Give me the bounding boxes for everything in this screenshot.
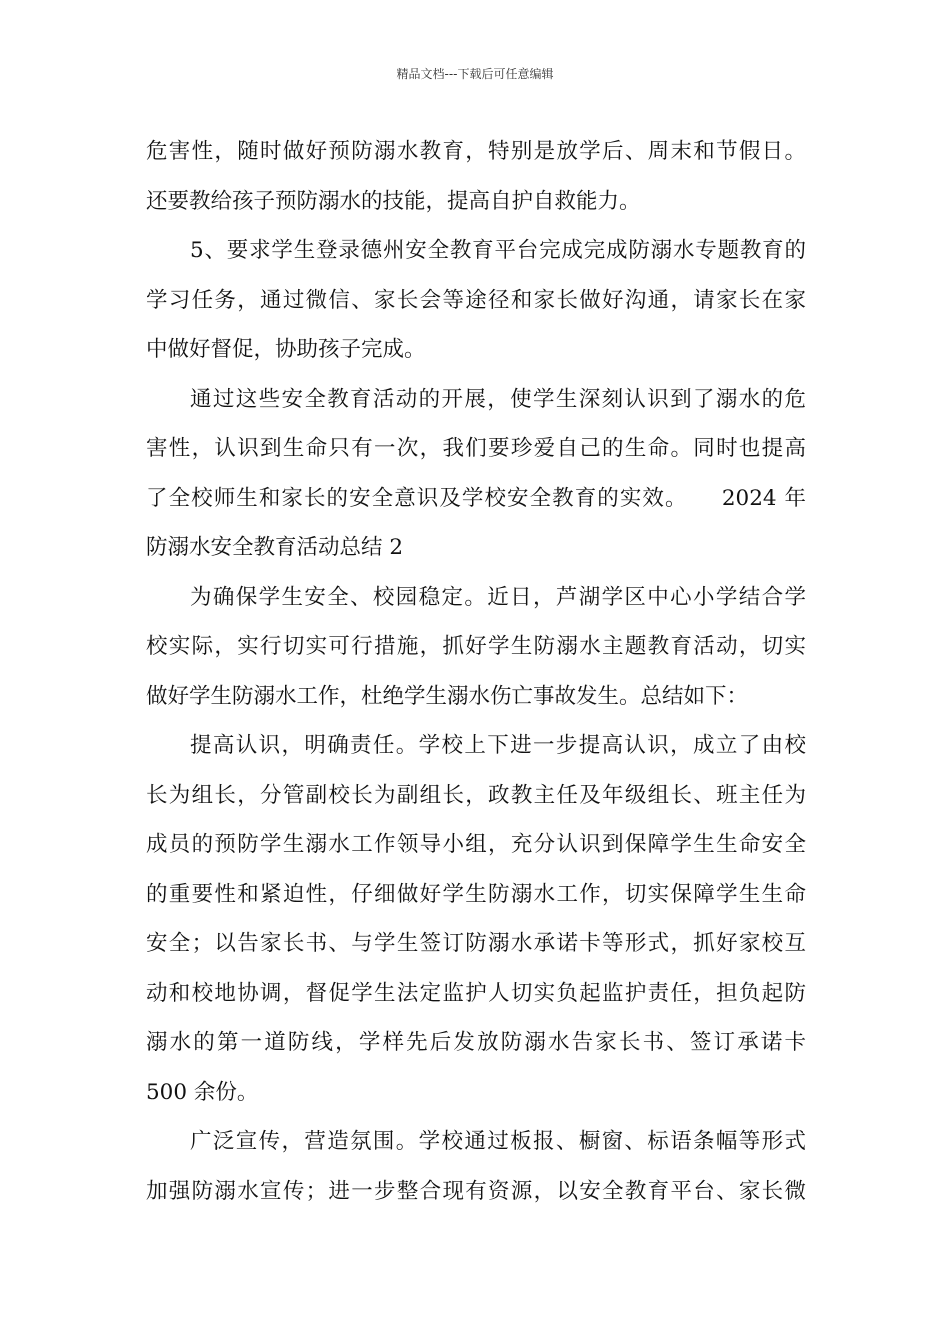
page-header: 精品文档---下载后可任意编辑 <box>396 67 554 81</box>
text-line: 做好学生防溺水工作，杜绝学生溺水伤亡事故发生。总结如下： <box>146 683 749 709</box>
text-line: 了全校师生和家长的安全意识及学校安全教育的实效。 2024 年 <box>146 485 806 511</box>
text-line: 5、要求学生登录德州安全教育平台完成完成防溺水专题教育的 <box>190 238 806 263</box>
text-line: 中做好督促，协助孩子完成。 <box>146 337 426 362</box>
text-line: 通过这些安全教育活动的开展，使学生深刻认识到了溺水的危 <box>190 386 806 412</box>
text-line: 为确保学生安全、校园稳定。近日，芦湖学区中心小学结合学 <box>190 584 806 610</box>
text-line: 危害性，随时做好预防溺水教育，特别是放学后、周末和节假日。 <box>146 139 806 164</box>
text-line: 害性，认识到生命只有一次，我们要珍爱自己的生命。同时也提高 <box>146 436 806 461</box>
text-line: 的重要性和紧迫性，仔细做好学生防溺水工作，切实保障学生生命 <box>146 881 806 907</box>
text-line: 加强防溺水宣传；进一步整合现有资源，以安全教育平台、家长微 <box>146 1178 806 1204</box>
text-line: 长为组长，分管副校长为副组长，政教主任及年级组长、班主任为 <box>146 782 806 808</box>
text-line: 学习任务，通过微信、家长会等途径和家长做好沟通，请家长在家 <box>146 287 806 313</box>
text-line: 500 余份。 <box>146 1079 259 1105</box>
text-line: 校实际，实行切实可行措施，抓好学生防溺水主题教育活动，切实 <box>146 634 806 659</box>
document-body <box>146 127 806 1216</box>
text-line: 提高认识，明确责任。学校上下进一步提高认识，成立了由校 <box>190 733 806 758</box>
text-line: 动和校地协调，督促学生法定监护人切实负起监护责任，担负起防 <box>146 980 806 1006</box>
text-line: 溺水的第一道防线，学样先后发放防溺水告家长书、签订承诺卡 <box>146 1030 806 1055</box>
text-line: 安全；以告家长书、与学生签订防溺水承诺卡等形式，抓好家校互 <box>146 931 806 956</box>
text-line: 广泛宣传，营造氛围。学校通过板报、橱窗、标语条幅等形式 <box>190 1129 806 1154</box>
text-line: 还要教给孩子预防溺水的技能，提高自护自救能力。 <box>146 188 641 214</box>
text-line: 成员的预防学生溺水工作领导小组，充分认识到保障学生生命安全 <box>146 832 806 857</box>
section-title-line: 防溺水安全教育活动总结 2 <box>146 535 404 560</box>
